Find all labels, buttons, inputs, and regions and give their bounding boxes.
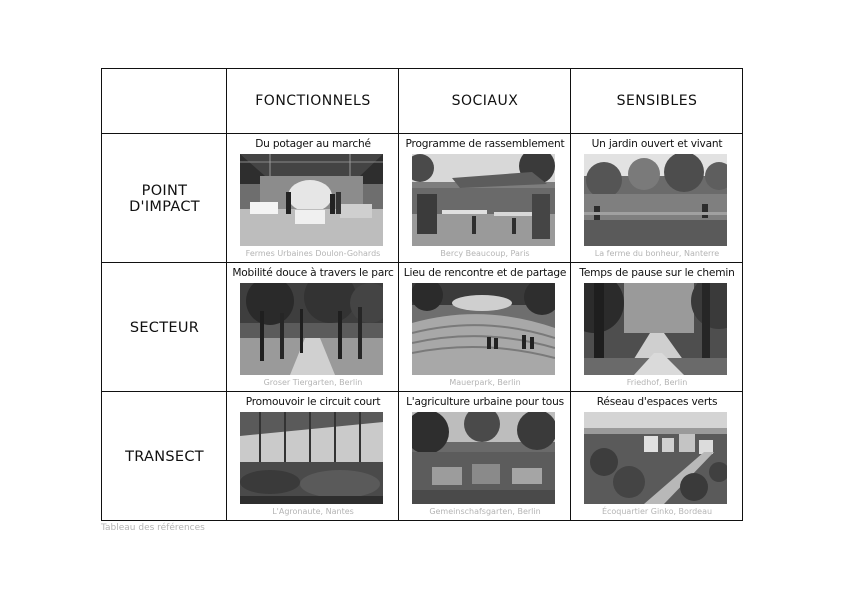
reference-cell [227,392,399,521]
reference-title: L'agriculture urbaine pour tous [406,396,564,408]
reference-caption: Gemeinschafsgarten, Berlin [429,507,541,516]
reference-title: Réseau d'espaces verts [596,396,718,408]
reference-photo-park-path [240,283,383,375]
column-header-fonctionnels: FONCTIONNELS [255,93,371,109]
reference-cell [227,134,399,263]
reference-cell [227,263,399,392]
references-table [101,68,743,521]
column-header-sensibles: SENSIBLES [616,93,698,109]
row-header-point-impact: POINT D'IMPACT [129,182,200,215]
reference-cell [399,134,571,263]
reference-caption: La ferme du bonheur, Nanterre [594,249,720,258]
reference-caption: L'Agronaute, Nantes [272,507,354,516]
reference-photo-tree-lined-path [584,283,727,375]
reference-cell [571,392,743,521]
table-caption: Tableau des références [101,523,205,533]
row-header-secteur: SECTEUR [129,319,200,336]
reference-title: Du potager au marché [255,138,371,150]
reference-caption: Bercy Beaucoup, Paris [440,249,530,258]
reference-caption: Groser Tiergarten, Berlin [263,378,363,387]
reference-photo-amphitheatre [412,283,555,375]
reference-caption: Écoquartier Ginko, Bordeau [601,507,713,516]
reference-photo-aerial-district [584,412,727,504]
reference-photo-market-hall [240,154,383,246]
reference-cell [399,263,571,392]
reference-photo-greenhouse [240,412,383,504]
reference-caption: Fermes Urbaines Doulon-Gohards [245,249,381,258]
reference-title: Promouvoir le circuit court [245,396,381,408]
reference-caption: Mauerpark, Berlin [449,378,521,387]
reference-title: Temps de pause sur le chemin [579,267,735,279]
reference-cell [571,263,743,392]
reference-title: Programme de rassemblement [405,138,565,150]
reference-photo-community-garden [412,412,555,504]
reference-title: Un jardin ouvert et vivant [591,138,723,150]
reference-photo-terrace [412,154,555,246]
reference-title: Lieu de rencontre et de partage [403,267,567,279]
column-header-sociaux: SOCIAUX [451,93,519,109]
row-header-transect: TRANSECT [125,448,204,465]
reference-cell [399,392,571,521]
reference-title: Mobilité douce à travers le parc [232,267,394,279]
reference-cell [571,134,743,263]
reference-photo-garden [584,154,727,246]
reference-caption: Friedhof, Berlin [626,378,688,387]
